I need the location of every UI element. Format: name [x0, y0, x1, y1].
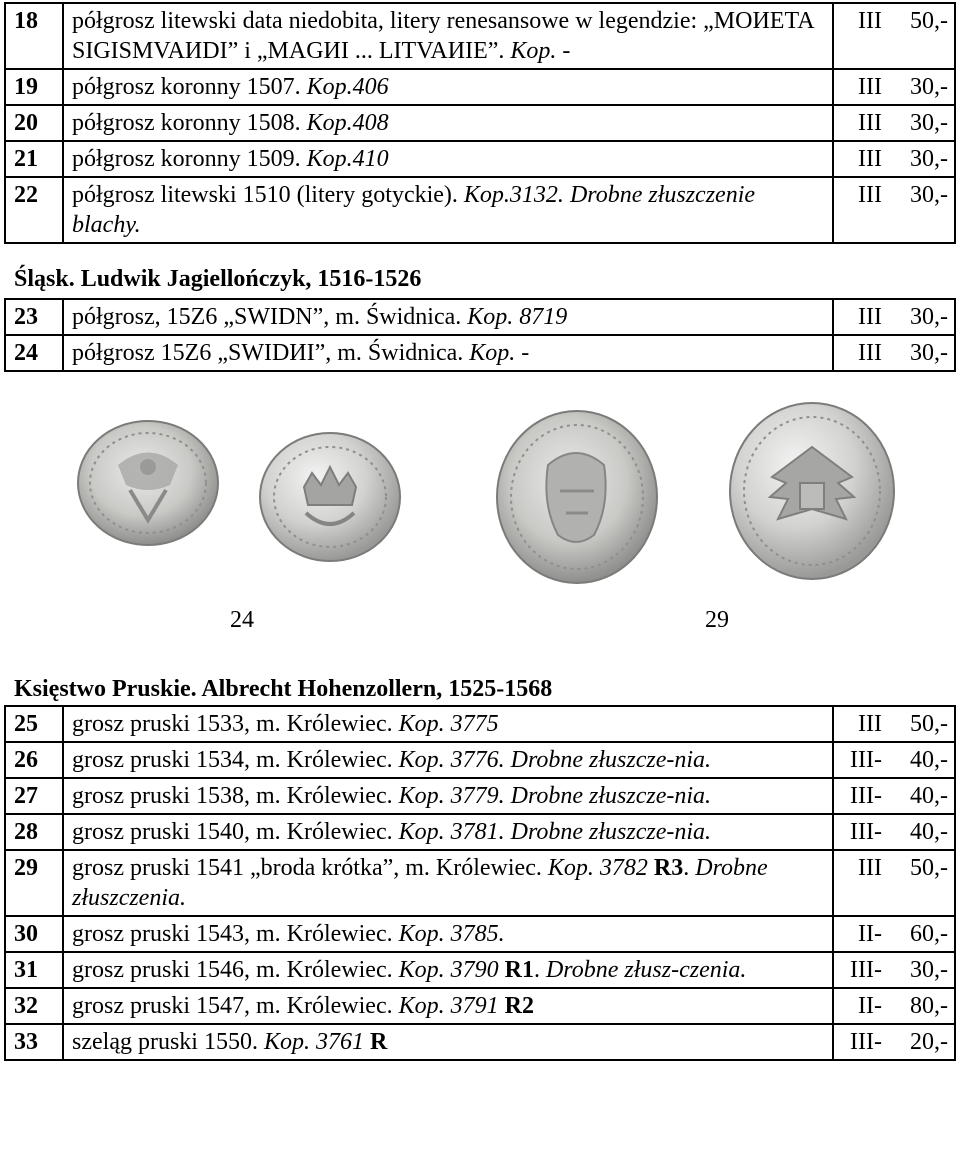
lot-reference: Kop. 3782	[547, 855, 648, 881]
lot-row	[5, 814, 955, 850]
lot-row	[5, 706, 955, 742]
lot-grade: III-	[833, 1024, 888, 1060]
lot-rarity: R1	[504, 957, 534, 983]
lot-row	[5, 850, 955, 916]
lot-grade: III	[833, 335, 888, 371]
lot-rarity: R	[369, 1029, 388, 1055]
lot-description	[63, 69, 833, 105]
lot-number: 31	[5, 952, 63, 988]
lot-reference: Kop.408	[306, 110, 389, 136]
lot-row	[5, 141, 955, 177]
lot-number: 30	[5, 916, 63, 952]
lot-text: grosz pruski 1541 „broda krótka”, m. Królewiec.	[72, 855, 542, 881]
lot-note: Drobne złuszczenia.	[72, 855, 768, 911]
coin-photo-captions	[0, 607, 960, 643]
lot-grade: III-	[833, 952, 888, 988]
lot-number: 27	[5, 778, 63, 814]
lot-description	[63, 814, 833, 850]
lot-description: grosz pruski 1546, m. Królewiec. Kop. 3790 R1. Drobne złusz-czenia.	[63, 952, 833, 988]
lot-price: 40,-	[888, 778, 955, 814]
lot-text: grosz pruski 1534, m. Królewiec.	[72, 747, 393, 773]
lot-rarity: R3	[653, 855, 684, 881]
lot-price: 20,-	[888, 1024, 955, 1060]
lot-number: 18	[5, 3, 63, 69]
lot-number: 29	[5, 850, 63, 916]
lot-grade: III-	[833, 778, 888, 814]
lot-number: 23	[5, 299, 63, 335]
coin-photos	[0, 395, 960, 605]
coin-24-reverse-image	[260, 433, 400, 561]
lot-row	[5, 1024, 955, 1060]
coin-24-obverse-image	[78, 421, 218, 545]
lot-grade: III	[833, 69, 888, 105]
lot-description	[63, 742, 833, 778]
lot-grade: III	[833, 850, 888, 916]
lot-grade: II-	[833, 988, 888, 1024]
lot-row	[5, 3, 955, 69]
lot-price: 30,-	[888, 105, 955, 141]
lot-price: 50,-	[888, 706, 955, 742]
lot-row	[5, 742, 955, 778]
lot-number: 25	[5, 706, 63, 742]
lot-description	[63, 3, 833, 69]
lot-number: 21	[5, 141, 63, 177]
lot-price: 30,-	[888, 69, 955, 105]
lot-text: półgrosz koronny 1508.	[72, 110, 301, 136]
lot-text: grosz pruski 1540, m. Królewiec.	[72, 819, 393, 845]
lot-text: szeląg pruski 1550.	[72, 1029, 258, 1055]
lot-number: 32	[5, 988, 63, 1024]
lot-reference: Kop. 3785.	[398, 921, 505, 947]
lot-description	[63, 778, 833, 814]
lot-price: 40,-	[888, 742, 955, 778]
lot-reference: Kop. 3776. Drobne złuszcze-nia.	[398, 747, 712, 773]
lot-row	[5, 177, 955, 243]
lot-text: grosz pruski 1533, m. Królewiec.	[72, 711, 393, 737]
section-heading-prussia: Księstwo Pruskie. Albrecht Hohenzollern, 1525-1568	[14, 676, 553, 702]
lot-price: 30,-	[888, 141, 955, 177]
lot-grade: III-	[833, 814, 888, 850]
lot-note: Drobne złuszczenie blachy.	[72, 182, 756, 238]
coin-29-obverse-image	[497, 411, 657, 583]
lot-number: 20	[5, 105, 63, 141]
lot-description: grosz pruski 1541 „broda krótka”, m. Królewiec. Kop. 3782 R3. Drobne złuszczenia.	[63, 850, 833, 916]
lot-description	[63, 916, 833, 952]
lot-reference: Kop. 3790	[398, 957, 499, 983]
lot-text: grosz pruski 1538, m. Królewiec.	[72, 783, 393, 809]
lot-row	[5, 988, 955, 1024]
lot-description	[63, 988, 833, 1024]
lot-grade: III	[833, 706, 888, 742]
lot-row	[5, 335, 955, 371]
lot-price: 30,-	[888, 952, 955, 988]
lot-note: Drobne złusz-czenia.	[545, 957, 747, 983]
lot-price: 30,-	[888, 335, 955, 371]
lot-description	[63, 141, 833, 177]
coin-29-reverse-image	[730, 403, 894, 579]
lot-grade: II-	[833, 916, 888, 952]
lot-row	[5, 69, 955, 105]
lot-number: 33	[5, 1024, 63, 1060]
lot-price: 30,-	[888, 299, 955, 335]
lot-reference: Kop. -	[469, 340, 530, 366]
lot-reference: Kop. -	[510, 38, 571, 64]
lot-reference: Kop.410	[306, 146, 389, 172]
lot-price: 30,-	[888, 177, 955, 243]
lot-reference: Kop. 3791	[398, 993, 499, 1019]
lot-price: 80,-	[888, 988, 955, 1024]
lot-row	[5, 299, 955, 335]
lot-number: 19	[5, 69, 63, 105]
lot-reference: Kop.3132.	[463, 182, 564, 208]
lot-text: półgrosz koronny 1507.	[72, 74, 301, 100]
section-heading-silesia: Śląsk. Ludwik Jagiellończyk, 1516-1526	[14, 266, 422, 292]
lot-grade: III	[833, 177, 888, 243]
lot-price: 40,-	[888, 814, 955, 850]
lot-text: grosz pruski 1543, m. Królewiec.	[72, 921, 393, 947]
lot-text: półgrosz litewski data niedobita, litery renesansowe w legendzie: „MOИETA SIGISMVAИDI” i „MAGИI ... LITVAИIE”.	[72, 8, 814, 64]
lot-text: półgrosz koronny 1509.	[72, 146, 301, 172]
lot-number: 28	[5, 814, 63, 850]
coin-caption-24: 24	[230, 607, 254, 633]
lot-row	[5, 778, 955, 814]
lot-row	[5, 105, 955, 141]
lot-number: 26	[5, 742, 63, 778]
lot-description	[63, 706, 833, 742]
lot-text: półgrosz litewski 1510 (litery gotyckie).	[72, 182, 458, 208]
lot-rarity: R2	[504, 993, 534, 1019]
lot-reference: Kop. 3779. Drobne złuszcze-nia.	[398, 783, 712, 809]
lot-price: 50,-	[888, 3, 955, 69]
lot-table-prussia	[4, 705, 956, 1061]
lot-text: półgrosz, 15Z6 „SWIDN”, m. Świdnica.	[72, 304, 462, 330]
lot-reference: Kop. 3781. Drobne złuszcze-nia.	[398, 819, 712, 845]
lot-row	[5, 916, 955, 952]
lot-description	[63, 1024, 833, 1060]
coin-caption-29: 29	[705, 607, 729, 633]
lot-text: grosz pruski 1547, m. Królewiec.	[72, 993, 393, 1019]
lot-table-silesia	[4, 298, 956, 372]
lot-description	[63, 105, 833, 141]
lot-reference: Kop. 3761	[263, 1029, 364, 1055]
lot-reference: Kop. 8719	[467, 304, 568, 330]
lot-description	[63, 335, 833, 371]
lot-price: 60,-	[888, 916, 955, 952]
lot-text: grosz pruski 1546, m. Królewiec.	[72, 957, 393, 983]
lot-reference: Kop.406	[306, 74, 389, 100]
lot-grade: III	[833, 299, 888, 335]
lot-grade: III	[833, 105, 888, 141]
lot-price: 50,-	[888, 850, 955, 916]
lot-grade: III-	[833, 742, 888, 778]
lot-grade: III	[833, 141, 888, 177]
lot-grade: III	[833, 3, 888, 69]
lot-number: 22	[5, 177, 63, 243]
lot-number: 24	[5, 335, 63, 371]
lot-row	[5, 952, 955, 988]
lot-description	[63, 177, 833, 243]
lot-table-lithuanian-crown	[4, 2, 956, 244]
lot-description	[63, 299, 833, 335]
lot-reference: Kop. 3775	[398, 711, 499, 737]
lot-text: półgrosz 15Z6 „SWIDИI”, m. Świdnica.	[72, 340, 464, 366]
